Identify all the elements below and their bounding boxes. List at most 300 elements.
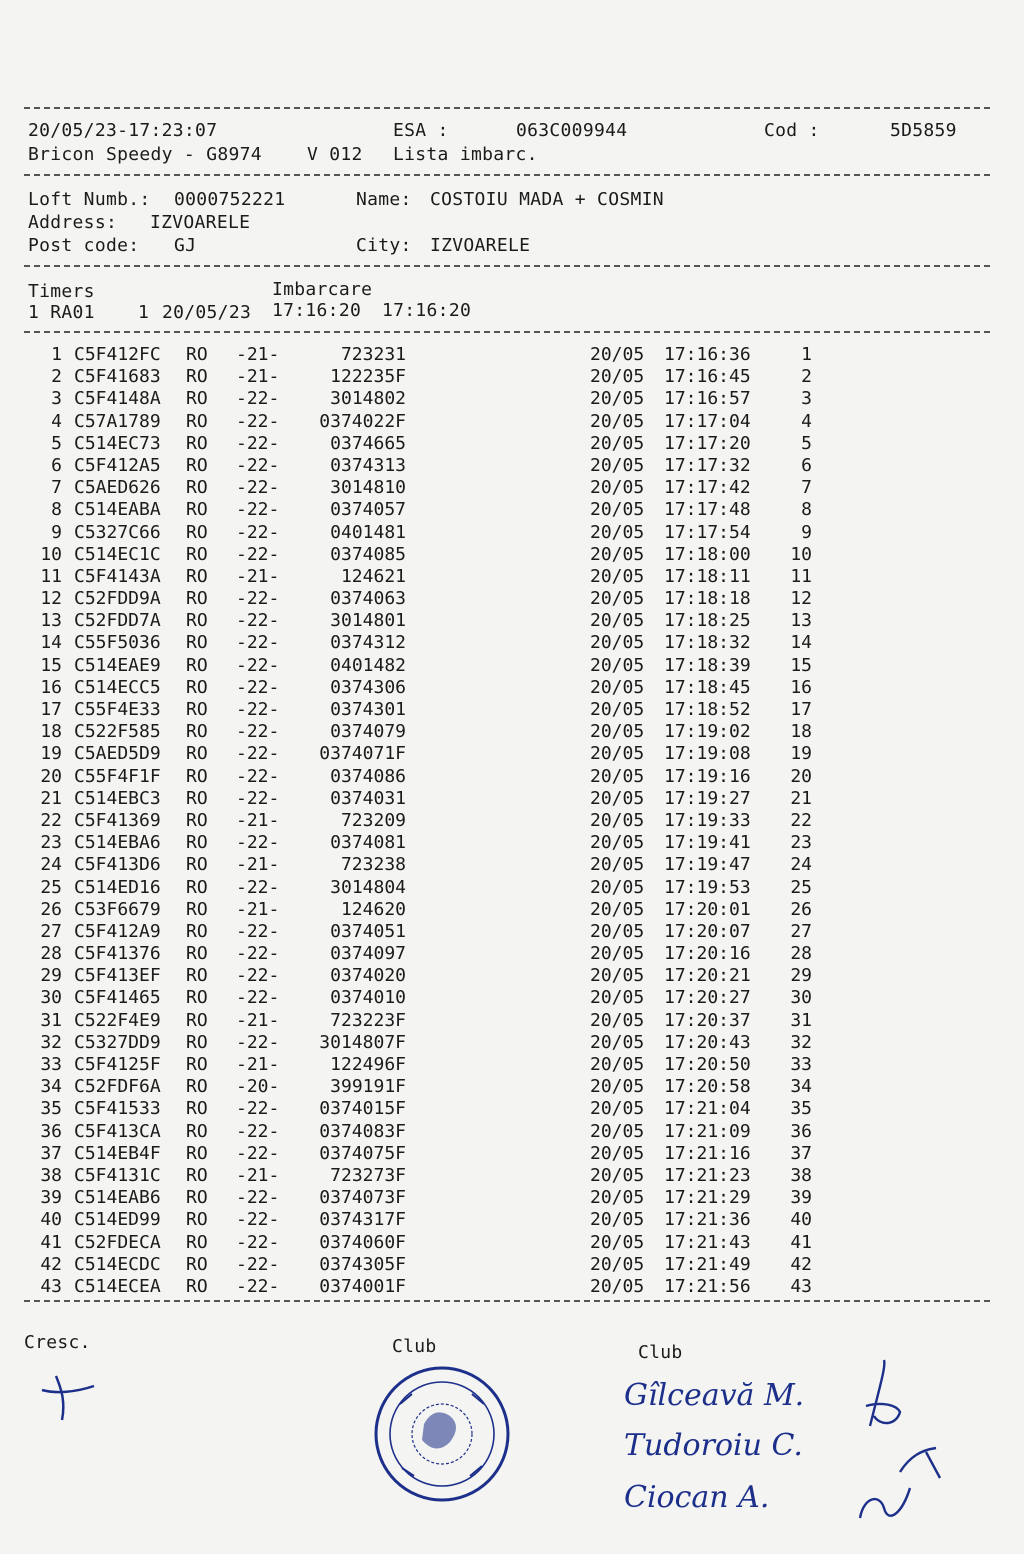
ring-year: -22- (236, 699, 280, 720)
entry-number: 17 (40, 699, 62, 720)
arrival-date: 20/05 (590, 565, 645, 587)
country-code: RO (186, 1164, 208, 1186)
arrival-rank: 21 (790, 787, 812, 809)
table-row (0, 788, 1024, 810)
arrival-date: 20/05 (590, 676, 645, 698)
table-row (0, 610, 1024, 632)
arrival-rank: 1 (801, 344, 812, 365)
arrival-time: 17:19:41 (664, 832, 751, 854)
table-row (0, 1098, 1024, 1120)
ring-code: C5F412A5 (74, 454, 161, 476)
entry-number: 36 (40, 1120, 62, 1142)
country-code: RO (186, 743, 208, 765)
arrival-time: 17:21:56 (664, 1275, 751, 1297)
ring-code: C5AED5D9 (74, 743, 161, 765)
entry-number: 1 (51, 344, 62, 365)
print-datetime: 20/05/23-17:23:07 (28, 120, 218, 141)
ring-year: -21- (236, 1054, 280, 1075)
timer-id: 1 RA01 (28, 302, 95, 323)
ring-year: -22- (236, 765, 280, 787)
table-row (0, 632, 1024, 654)
arrival-date: 20/05 (590, 1275, 645, 1297)
breeder-signature-mark (36, 1370, 100, 1426)
ring-number: 0374075F (319, 1142, 406, 1164)
entry-number: 30 (40, 987, 62, 1009)
table-row (0, 1054, 1024, 1076)
ring-number: 0374317F (319, 1209, 406, 1231)
arrival-rank: 9 (801, 521, 812, 543)
ring-year: -21- (236, 344, 280, 365)
arrival-time: 17:18:52 (664, 699, 751, 720)
table-row (0, 1209, 1024, 1231)
ring-code: C514EAE9 (74, 654, 161, 676)
entry-number: 32 (40, 1031, 62, 1053)
ring-year: -22- (236, 1031, 280, 1053)
country-code: RO (186, 1076, 208, 1098)
country-code: RO (186, 943, 208, 965)
arrival-time: 17:19:02 (664, 721, 751, 743)
arrival-rank: 22 (790, 809, 812, 831)
timer-index: 1 (138, 302, 150, 323)
ring-year: -22- (236, 676, 280, 698)
entry-number: 23 (40, 832, 62, 854)
arrival-time: 17:20:01 (664, 898, 751, 920)
name-value: COSTOIU MADA + COSMIN (430, 189, 664, 210)
arrival-rank: 5 (801, 432, 812, 454)
arrival-rank: 29 (790, 965, 812, 987)
entry-number: 10 (40, 543, 62, 565)
ring-year: -22- (236, 1142, 280, 1164)
ring-number: 0374083F (319, 1120, 406, 1142)
ring-code: C5F412A9 (74, 920, 161, 942)
ring-number: 0374020 (330, 965, 406, 987)
entry-number: 7 (51, 477, 62, 499)
arrival-time: 17:20:58 (664, 1076, 751, 1098)
table-row (0, 1232, 1024, 1254)
ring-number: 0374301 (330, 699, 406, 720)
arrival-rank: 26 (790, 898, 812, 920)
arrival-rank: 20 (790, 765, 812, 787)
ring-number: 3014801 (330, 610, 406, 632)
postcode-value: GJ (174, 235, 197, 256)
ring-code: C5F413EF (74, 965, 161, 987)
arrival-time: 17:20:43 (664, 1031, 751, 1053)
ring-code: C514EC73 (74, 432, 161, 454)
ring-code: C5F4148A (74, 388, 161, 410)
entry-number: 38 (40, 1164, 62, 1186)
ring-number: 124621 (340, 565, 406, 587)
arrival-time: 17:17:04 (664, 410, 751, 432)
arrival-rank: 25 (790, 876, 812, 898)
ring-number: 723223F (330, 1009, 406, 1031)
arrival-rank: 23 (790, 832, 812, 854)
city-value: IZVOARELE (430, 235, 531, 256)
country-code: RO (186, 477, 208, 499)
ring-number: 0374312 (330, 632, 406, 654)
table-row (0, 965, 1024, 987)
entry-number: 18 (40, 721, 62, 743)
table-row (0, 411, 1024, 433)
entry-number: 24 (40, 854, 62, 876)
ring-code: C514EB4F (74, 1142, 161, 1164)
ring-year: -22- (236, 388, 280, 410)
ring-year: -21- (236, 898, 280, 920)
arrival-date: 20/05 (590, 987, 645, 1009)
arrival-date: 20/05 (590, 743, 645, 765)
arrival-date: 20/05 (590, 499, 645, 521)
entry-number: 5 (51, 432, 62, 454)
ring-code: C514ECEA (74, 1275, 161, 1297)
arrival-time: 17:16:45 (664, 366, 751, 388)
entry-number: 22 (40, 809, 62, 831)
country-code: RO (186, 876, 208, 898)
country-code: RO (186, 854, 208, 876)
ring-year: -22- (236, 1275, 280, 1297)
ring-number: 0374313 (330, 454, 406, 476)
country-code: RO (186, 832, 208, 854)
arrival-time: 17:19:27 (664, 787, 751, 809)
ring-year: -22- (236, 432, 280, 454)
entry-number: 6 (51, 454, 62, 476)
ring-number: 3014802 (330, 388, 406, 410)
table-row (0, 877, 1024, 899)
entry-number: 37 (40, 1142, 62, 1164)
ring-number: 0374079 (330, 721, 406, 743)
arrival-date: 20/05 (590, 477, 645, 499)
ring-number: 122496F (330, 1054, 406, 1075)
arrival-date: 20/05 (590, 943, 645, 965)
entry-number: 3 (51, 388, 62, 410)
arrival-rank: 43 (790, 1275, 812, 1297)
arrival-rank: 17 (790, 699, 812, 720)
ring-code: C5327C66 (74, 521, 161, 543)
dashed-divider (24, 1300, 990, 1302)
arrival-date: 20/05 (590, 454, 645, 476)
entry-number: 15 (40, 654, 62, 676)
country-code: RO (186, 410, 208, 432)
country-code: RO (186, 654, 208, 676)
table-row (0, 721, 1024, 743)
arrival-rank: 37 (790, 1142, 812, 1164)
arrival-date: 20/05 (590, 1120, 645, 1142)
ring-number: 0401481 (330, 521, 406, 543)
entry-number: 39 (40, 1187, 62, 1209)
dashed-divider (24, 331, 990, 333)
arrival-rank: 35 (790, 1098, 812, 1120)
entry-number: 21 (40, 787, 62, 809)
entry-number: 16 (40, 676, 62, 698)
table-row (0, 766, 1024, 788)
cod-label: Cod : (764, 120, 820, 141)
ring-code: C514EAB6 (74, 1187, 161, 1209)
country-code: RO (186, 920, 208, 942)
imbarcare-label: Imbarcare (272, 279, 373, 300)
ring-number: 122235F (330, 366, 406, 388)
ring-number: 399191F (330, 1076, 406, 1098)
arrival-time: 17:17:54 (664, 521, 751, 543)
timers-label: Timers (28, 281, 95, 302)
arrival-time: 17:16:36 (664, 344, 751, 365)
arrival-time: 17:21:16 (664, 1142, 751, 1164)
arrival-rank: 39 (790, 1187, 812, 1209)
ring-number: 0374001F (319, 1275, 406, 1297)
arrival-date: 20/05 (590, 854, 645, 876)
ring-year: -22- (236, 832, 280, 854)
ring-code: C55F4F1F (74, 765, 161, 787)
ring-code: C5F412FC (74, 344, 161, 365)
country-code: RO (186, 765, 208, 787)
arrival-rank: 11 (790, 565, 812, 587)
country-code: RO (186, 965, 208, 987)
table-row (0, 455, 1024, 477)
ring-number: 0374305F (319, 1253, 406, 1275)
arrival-time: 17:20:50 (664, 1054, 751, 1075)
arrival-time: 17:19:53 (664, 876, 751, 898)
table-row (0, 1187, 1024, 1209)
arrival-rank: 38 (790, 1164, 812, 1186)
arrival-date: 20/05 (590, 1231, 645, 1253)
country-code: RO (186, 787, 208, 809)
ring-year: -22- (236, 543, 280, 565)
arrival-date: 20/05 (590, 1076, 645, 1098)
ring-code: C514ECC5 (74, 676, 161, 698)
ring-year: -22- (236, 454, 280, 476)
ring-code: C5F413CA (74, 1120, 161, 1142)
country-code: RO (186, 721, 208, 743)
table-row (0, 433, 1024, 455)
arrival-time: 17:18:18 (664, 588, 751, 610)
arrival-date: 20/05 (590, 1187, 645, 1209)
country-code: RO (186, 1098, 208, 1120)
arrival-time: 17:21:36 (664, 1209, 751, 1231)
arrival-time: 17:20:07 (664, 920, 751, 942)
table-row (0, 699, 1024, 721)
ring-code: C514EABA (74, 499, 161, 521)
ring-code: C57A1789 (74, 410, 161, 432)
entry-number: 9 (51, 521, 62, 543)
list-title: Lista imbarc. (393, 144, 538, 165)
ring-number: 0374073F (319, 1187, 406, 1209)
arrival-time: 17:18:11 (664, 565, 751, 587)
entry-number: 43 (40, 1275, 62, 1297)
esa-value: 063C009944 (516, 120, 628, 141)
arrival-time: 17:17:32 (664, 454, 751, 476)
country-code: RO (186, 543, 208, 565)
ring-number: 723209 (340, 809, 406, 831)
entry-number: 29 (40, 965, 62, 987)
ring-year: -22- (236, 1253, 280, 1275)
country-code: RO (186, 699, 208, 720)
ring-year: -21- (236, 366, 280, 388)
arrival-time: 17:21:04 (664, 1098, 751, 1120)
arrival-date: 20/05 (590, 543, 645, 565)
country-code: RO (186, 588, 208, 610)
table-row (0, 987, 1024, 1009)
arrival-date: 20/05 (590, 1142, 645, 1164)
ring-code: C52FDD7A (74, 610, 161, 632)
ring-code: C55F4E33 (74, 699, 161, 720)
arrival-time: 17:20:21 (664, 965, 751, 987)
ring-code: C5AED626 (74, 477, 161, 499)
ring-number: 723273F (330, 1164, 406, 1186)
ring-number: 0374060F (319, 1231, 406, 1253)
ring-year: -21- (236, 809, 280, 831)
timer-date: 20/05/23 (162, 302, 252, 323)
arrival-rank: 24 (790, 854, 812, 876)
arrival-time: 17:19:16 (664, 765, 751, 787)
ring-year: -21- (236, 565, 280, 587)
entry-number: 26 (40, 898, 62, 920)
table-row (0, 1010, 1024, 1032)
entry-number: 34 (40, 1076, 62, 1098)
arrival-rank: 33 (790, 1054, 812, 1075)
name-label: Name: (356, 189, 412, 210)
table-row (0, 1143, 1024, 1165)
country-code: RO (186, 1031, 208, 1053)
ring-year: -22- (236, 721, 280, 743)
ring-code: C53F6679 (74, 898, 161, 920)
ring-year: -22- (236, 1098, 280, 1120)
ring-code: C514ED16 (74, 876, 161, 898)
arrival-rank: 19 (790, 743, 812, 765)
ring-code: C5F41369 (74, 809, 161, 831)
ring-code: C55F5036 (74, 632, 161, 654)
country-code: RO (186, 898, 208, 920)
arrival-time: 17:20:16 (664, 943, 751, 965)
ring-code: C5F41683 (74, 366, 161, 388)
arrival-date: 20/05 (590, 521, 645, 543)
country-code: RO (186, 1142, 208, 1164)
ring-number: 0374086 (330, 765, 406, 787)
ring-number: 0374306 (330, 676, 406, 698)
arrival-time: 17:21:09 (664, 1120, 751, 1142)
arrival-rank: 28 (790, 943, 812, 965)
address-label: Address: (28, 212, 118, 233)
dashed-divider (24, 107, 990, 109)
country-code: RO (186, 521, 208, 543)
arrival-date: 20/05 (590, 965, 645, 987)
arrival-time: 17:19:47 (664, 854, 751, 876)
city-label: City: (356, 235, 412, 256)
arrival-date: 20/05 (590, 1253, 645, 1275)
arrival-time: 17:16:57 (664, 388, 751, 410)
arrival-date: 20/05 (590, 366, 645, 388)
arrival-date: 20/05 (590, 876, 645, 898)
entry-number: 40 (40, 1209, 62, 1231)
arrival-time: 17:18:00 (664, 543, 751, 565)
arrival-time: 17:21:43 (664, 1231, 751, 1253)
ring-year: -22- (236, 1231, 280, 1253)
arrival-date: 20/05 (590, 1031, 645, 1053)
ring-year: -22- (236, 632, 280, 654)
arrival-date: 20/05 (590, 1209, 645, 1231)
ring-year: -22- (236, 521, 280, 543)
country-code: RO (186, 499, 208, 521)
country-code: RO (186, 1231, 208, 1253)
arrival-date: 20/05 (590, 1098, 645, 1120)
ring-code: C514EBA6 (74, 832, 161, 854)
table-row (0, 943, 1024, 965)
arrival-date: 20/05 (590, 632, 645, 654)
arrival-time: 17:18:32 (664, 632, 751, 654)
ring-number: 723238 (340, 854, 406, 876)
ring-number: 0374063 (330, 588, 406, 610)
entry-number: 14 (40, 632, 62, 654)
entry-number: 8 (51, 499, 62, 521)
arrival-time: 17:20:37 (664, 1009, 751, 1031)
country-code: RO (186, 610, 208, 632)
table-row (0, 1032, 1024, 1054)
ring-year: -22- (236, 876, 280, 898)
ring-year: -22- (236, 654, 280, 676)
arrival-time: 17:21:49 (664, 1253, 751, 1275)
arrival-list (0, 344, 1024, 1298)
table-row (0, 677, 1024, 699)
ring-year: -22- (236, 499, 280, 521)
entry-number: 13 (40, 610, 62, 632)
entry-number: 35 (40, 1098, 62, 1120)
table-row (0, 477, 1024, 499)
arrival-time: 17:17:20 (664, 432, 751, 454)
arrival-rank: 27 (790, 920, 812, 942)
device-name: Bricon Speedy - G8974 (28, 144, 262, 165)
entry-number: 20 (40, 765, 62, 787)
arrival-date: 20/05 (590, 787, 645, 809)
arrival-rank: 2 (801, 366, 812, 388)
address-value: IZVOARELE (150, 212, 251, 233)
arrival-rank: 31 (790, 1009, 812, 1031)
entry-number: 28 (40, 943, 62, 965)
table-row (0, 854, 1024, 876)
ring-year: -22- (236, 477, 280, 499)
entry-number: 31 (40, 1009, 62, 1031)
esa-label: ESA : (393, 120, 449, 141)
arrival-rank: 32 (790, 1031, 812, 1053)
arrival-rank: 4 (801, 410, 812, 432)
ring-year: -22- (236, 410, 280, 432)
ring-code: C5F41465 (74, 987, 161, 1009)
arrival-date: 20/05 (590, 898, 645, 920)
table-row (0, 1276, 1024, 1298)
arrival-rank: 12 (790, 588, 812, 610)
arrival-rank: 7 (801, 477, 812, 499)
arrival-time: 17:18:45 (664, 676, 751, 698)
country-code: RO (186, 432, 208, 454)
ring-number: 0374085 (330, 543, 406, 565)
arrival-rank: 16 (790, 676, 812, 698)
arrival-rank: 40 (790, 1209, 812, 1231)
arrival-rank: 30 (790, 987, 812, 1009)
entry-number: 27 (40, 920, 62, 942)
ring-code: C522F585 (74, 721, 161, 743)
ring-number: 0374022F (319, 410, 406, 432)
entry-number: 25 (40, 876, 62, 898)
country-code: RO (186, 1275, 208, 1297)
arrival-date: 20/05 (590, 410, 645, 432)
arrival-time: 17:21:23 (664, 1164, 751, 1186)
table-row (0, 344, 1024, 366)
country-code: RO (186, 366, 208, 388)
country-code: RO (186, 632, 208, 654)
ring-number: 0401482 (330, 654, 406, 676)
entry-number: 42 (40, 1253, 62, 1275)
ring-year: -22- (236, 610, 280, 632)
device-version: V 012 (307, 144, 363, 165)
ring-year: -22- (236, 987, 280, 1009)
entry-number: 41 (40, 1231, 62, 1253)
club-signature-2: Tudoroiu C. (624, 1428, 803, 1463)
country-code: RO (186, 1054, 208, 1075)
